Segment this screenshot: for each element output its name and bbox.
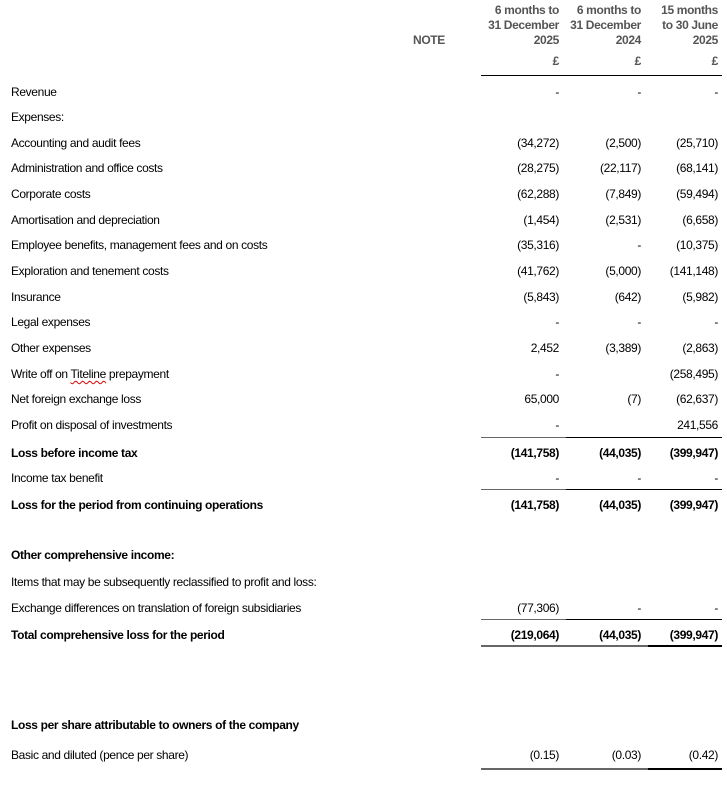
- subtotal-rule: [481, 437, 566, 438]
- value-6m-2024: (2,500): [605, 136, 641, 150]
- row-loss-continuing-operations: [0, 498, 727, 514]
- value-6m-2025: (0.15): [529, 748, 559, 762]
- note-column-header: NOTE: [413, 33, 445, 47]
- value-6m-2024: (0.03): [611, 748, 641, 762]
- column-header-line: 6 months to: [494, 3, 559, 17]
- value-6m-2025: -: [555, 85, 559, 99]
- value-15m-2025: (10,375): [676, 238, 718, 252]
- value-15m-2025: (59,494): [676, 187, 718, 201]
- value-6m-2025: (41,762): [517, 264, 559, 278]
- row-label: Total comprehensive loss for the period: [11, 628, 225, 642]
- row-label: Revenue: [11, 85, 57, 99]
- currency-symbol: £: [552, 54, 559, 68]
- value-15m-2025: -: [714, 601, 718, 615]
- value-15m-2025: (62,637): [676, 392, 718, 406]
- row-label: Administration and office costs: [11, 161, 163, 175]
- value-15m-2025: (68,141): [676, 161, 718, 175]
- value-6m-2025: 65,000: [524, 392, 559, 406]
- row-label: Loss per share attributable to owners of the company: [11, 718, 299, 732]
- value-15m-2025: -: [714, 471, 718, 485]
- column-header-6m-2025: [482, 3, 559, 48]
- value-6m-2024: (2,531): [605, 213, 641, 227]
- value-6m-2024: -: [637, 85, 641, 99]
- row-amortisation-depreciation: [0, 213, 727, 229]
- subtotal-rule: [481, 489, 566, 490]
- row-exploration-tenement-costs: [0, 264, 727, 280]
- row-label: Basic and diluted (pence per share): [11, 748, 189, 762]
- value-6m-2025: (77,306): [517, 601, 559, 615]
- value-6m-2024: (44,035): [599, 628, 641, 642]
- row-other-comprehensive-income-heading: [0, 548, 727, 564]
- value-6m-2025: 2,452: [530, 341, 559, 355]
- row-legal-expenses: [0, 315, 727, 331]
- row-label: Legal expenses: [11, 315, 91, 329]
- row-profit-disposal-investments: [0, 418, 727, 434]
- row-administration-office-costs: [0, 161, 727, 177]
- row-revenue: [0, 85, 727, 101]
- value-6m-2024: (3,389): [605, 341, 641, 355]
- currency-symbol: £: [634, 54, 641, 68]
- column-header-line: to 30 June: [662, 18, 718, 32]
- value-15m-2025: (25,710): [676, 136, 718, 150]
- column-header-line: 2024: [615, 33, 641, 47]
- row-insurance: [0, 290, 727, 306]
- total-rule: [648, 645, 722, 647]
- subtotal-rule: [566, 619, 722, 620]
- row-exchange-differences: [0, 601, 727, 617]
- currency-symbol: £: [711, 54, 718, 68]
- total-rule: [481, 768, 648, 770]
- column-header-line: 15 months: [661, 3, 718, 17]
- row-loss-before-income-tax: [0, 446, 727, 462]
- column-header-line: 2025: [533, 33, 559, 47]
- value-6m-2024: (44,035): [599, 446, 641, 460]
- value-15m-2025: (2,863): [682, 341, 718, 355]
- row-label: Net foreign exchange loss: [11, 392, 142, 406]
- value-6m-2025: (219,064): [510, 628, 559, 642]
- subtotal-rule: [481, 619, 566, 620]
- value-15m-2025: 241,556: [677, 418, 718, 432]
- value-15m-2025: (258,495): [669, 367, 718, 381]
- value-6m-2025: (62,288): [517, 187, 559, 201]
- row-label: Insurance: [11, 290, 61, 304]
- row-label-part: prepayment: [105, 367, 169, 381]
- value-6m-2025: (34,272): [517, 136, 559, 150]
- row-other-expenses: [0, 341, 727, 357]
- value-6m-2025: -: [555, 418, 559, 432]
- row-label: Other comprehensive income:: [11, 548, 175, 562]
- row-label: [11, 367, 169, 381]
- column-header-6m-2024: [566, 3, 641, 48]
- row-items-reclassified: [0, 575, 727, 591]
- total-rule: [648, 768, 722, 770]
- row-loss-per-share-heading: [0, 718, 727, 734]
- row-employee-benefits: [0, 238, 727, 254]
- value-6m-2025: -: [555, 367, 559, 381]
- row-label-part: Write off on: [11, 367, 71, 381]
- value-6m-2024: -: [637, 601, 641, 615]
- total-rule: [481, 645, 648, 647]
- value-6m-2024: -: [637, 315, 641, 329]
- row-accounting-audit-fees: [0, 136, 727, 152]
- value-6m-2024: (7): [627, 392, 641, 406]
- row-label: Income tax benefit: [11, 471, 103, 485]
- row-label: Exploration and tenement costs: [11, 264, 169, 278]
- subtotal-rule: [566, 489, 722, 490]
- value-6m-2025: (35,316): [517, 238, 559, 252]
- row-write-off-prepayment: [0, 367, 727, 383]
- column-header-line: 31 December: [570, 18, 641, 32]
- spellcheck-flagged-word: Titeline: [70, 367, 106, 381]
- subtotal-rule: [566, 437, 722, 438]
- column-header-line: 2025: [692, 33, 718, 47]
- column-header-15m-2025: [647, 3, 718, 48]
- row-label: Accounting and audit fees: [11, 136, 141, 150]
- row-corporate-costs: [0, 187, 727, 203]
- value-6m-2025: (28,275): [517, 161, 559, 175]
- value-6m-2025: (141,758): [510, 446, 559, 460]
- value-15m-2025: (399,947): [669, 498, 718, 512]
- value-6m-2024: -: [637, 238, 641, 252]
- value-6m-2025: (141,758): [510, 498, 559, 512]
- row-net-foreign-exchange-loss: [0, 392, 727, 408]
- value-6m-2024: -: [637, 471, 641, 485]
- row-label: Expenses:: [11, 110, 64, 124]
- value-6m-2024: (22,117): [599, 161, 641, 175]
- value-15m-2025: -: [714, 315, 718, 329]
- value-6m-2024: (44,035): [599, 498, 641, 512]
- value-15m-2025: (0.42): [688, 748, 718, 762]
- row-label: Exchange differences on translation of foreign subsidiaries: [11, 601, 301, 615]
- row-label: Other expenses: [11, 341, 91, 355]
- row-label: Amortisation and depreciation: [11, 213, 160, 227]
- value-6m-2024: (7,849): [605, 187, 641, 201]
- value-15m-2025: (6,658): [682, 213, 718, 227]
- row-label: Loss before income tax: [11, 446, 138, 460]
- value-6m-2025: (5,843): [523, 290, 559, 304]
- column-header-line: 6 months to: [576, 3, 641, 17]
- row-label: Items that may be subsequently reclassified to profit and loss:: [11, 575, 317, 589]
- row-income-tax-benefit: [0, 471, 727, 487]
- header-rule: [481, 75, 722, 76]
- value-6m-2024: (5,000): [605, 264, 641, 278]
- row-basic-diluted-eps: [0, 748, 727, 764]
- value-15m-2025: (399,947): [669, 446, 718, 460]
- value-6m-2025: -: [555, 471, 559, 485]
- row-expenses-heading: [0, 110, 727, 126]
- column-header-line: 31 December: [488, 18, 559, 32]
- row-label: Profit on disposal of investments: [11, 418, 173, 432]
- value-6m-2025: -: [555, 315, 559, 329]
- value-6m-2024: (642): [614, 290, 641, 304]
- row-label: Corporate costs: [11, 187, 91, 201]
- row-total-comprehensive-loss: [0, 628, 727, 644]
- value-15m-2025: (399,947): [669, 628, 718, 642]
- value-15m-2025: -: [714, 85, 718, 99]
- value-15m-2025: (5,982): [682, 290, 718, 304]
- value-6m-2025: (1,454): [523, 213, 559, 227]
- value-15m-2025: (141,148): [669, 264, 718, 278]
- row-label: Loss for the period from continuing operations: [11, 498, 263, 512]
- row-label: Employee benefits, management fees and on costs: [11, 238, 268, 252]
